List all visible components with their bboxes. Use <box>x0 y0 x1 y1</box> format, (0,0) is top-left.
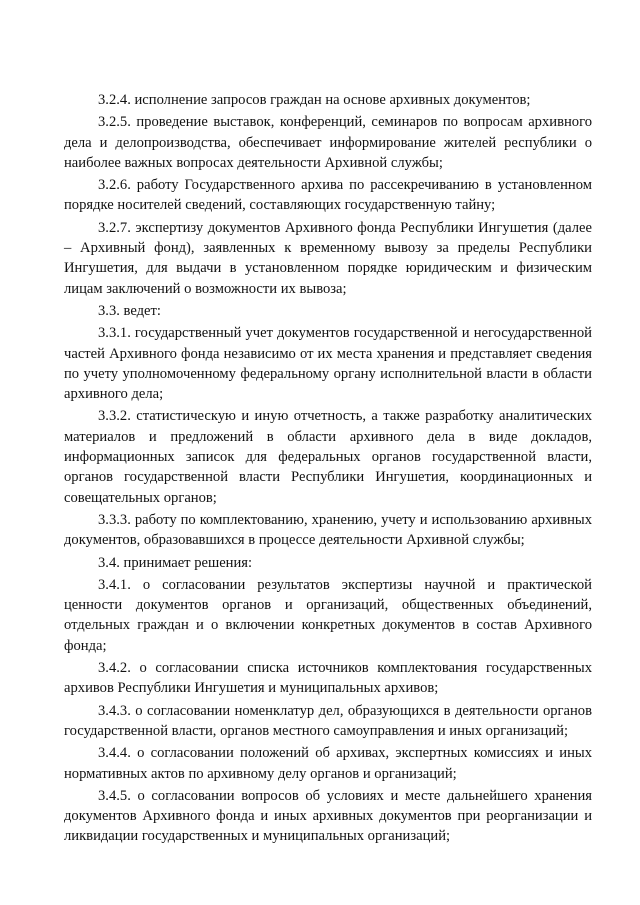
paragraph-3-3-2: 3.3.2. статистическую и иную отчетность, а также разработку аналитических материалов и предложений в области архивного дела в виде докладов, информационных записок для федеральных органов государственной власти, органов государственной власти Республики Ингушетия, координационных и совещательных органов; <box>64 408 592 506</box>
paragraph-3-4-1: 3.4.1. о согласовании результатов экспертизы научной и практической ценности документов органов и организаций, общественных объединений, отдельных граждан и о включении конкретных документов в состав Архивного фонда; <box>64 576 592 654</box>
paragraph-3-3-3: 3.3.3. работу по комплектованию, хранению, учету и использованию архивных документов, образовавшихся в процессе деятельности Архивной службы; <box>64 511 592 549</box>
paragraph-3-2-7: 3.2.7. экспертизу документов Архивного фонда Республики Ингушетия (далее – Архивный фонд), заявленных к временному вывозу за пределы Республики Ингушетия, для выдачи в установленном порядке юридическим и физическим лицам заключений о возможности их вывоза; <box>64 219 592 297</box>
paragraph-3-2-6: 3.2.6. работу Государственного архива по рассекречиванию в установленном порядке носителей сведений, составляющих государственную тайну; <box>64 177 592 214</box>
paragraph-3-4-5: 3.4.5. о согласовании вопросов об условиях и месте дальнейшего хранения документов Архивного фонда и иных архивных документов при реорганизации и ликвидации государственных и муниципальных организаций; <box>64 787 592 845</box>
paragraph-3-3: 3.3. ведет: <box>98 302 161 319</box>
paragraph-3-2-4: 3.2.4. исполнение запросов граждан на основе архивных документов; <box>98 92 531 108</box>
paragraph-3-2-5: 3.2.5. проведение выставок, конференций, семинаров по вопросам архивного дела и делопроизводства, обеспечивает информирование жителей республики о наиболее важных вопросах деятельности Архивной службы; <box>64 114 592 171</box>
paragraph-3-3-1: 3.3.1. государственный учет документов государственной и негосударственной частей Архивного фонда независимо от их места хранения и представляет сведения по учету уполномоченному федеральному органу исполнительной власти в области архивного дела; <box>64 325 592 403</box>
paragraph-3-4-4: 3.4.4. о согласовании положений об архивах, экспертных комиссиях и иных нормативных актов по архивному делу органов и организаций; <box>64 745 592 782</box>
paragraph-3-4-3: 3.4.3. о согласовании номенклатур дел, образующихся в деятельности органов государственной власти, органов местного самоуправления и иных организаций; <box>64 702 592 739</box>
paragraph-3-4: 3.4. принимает решения: <box>98 554 253 571</box>
document-page <box>64 90 592 849</box>
paragraph-3-4-2: 3.4.2. о согласовании списка источников комплектования государственных архивов Республики Ингушетия и муниципальных архивов; <box>64 660 592 697</box>
